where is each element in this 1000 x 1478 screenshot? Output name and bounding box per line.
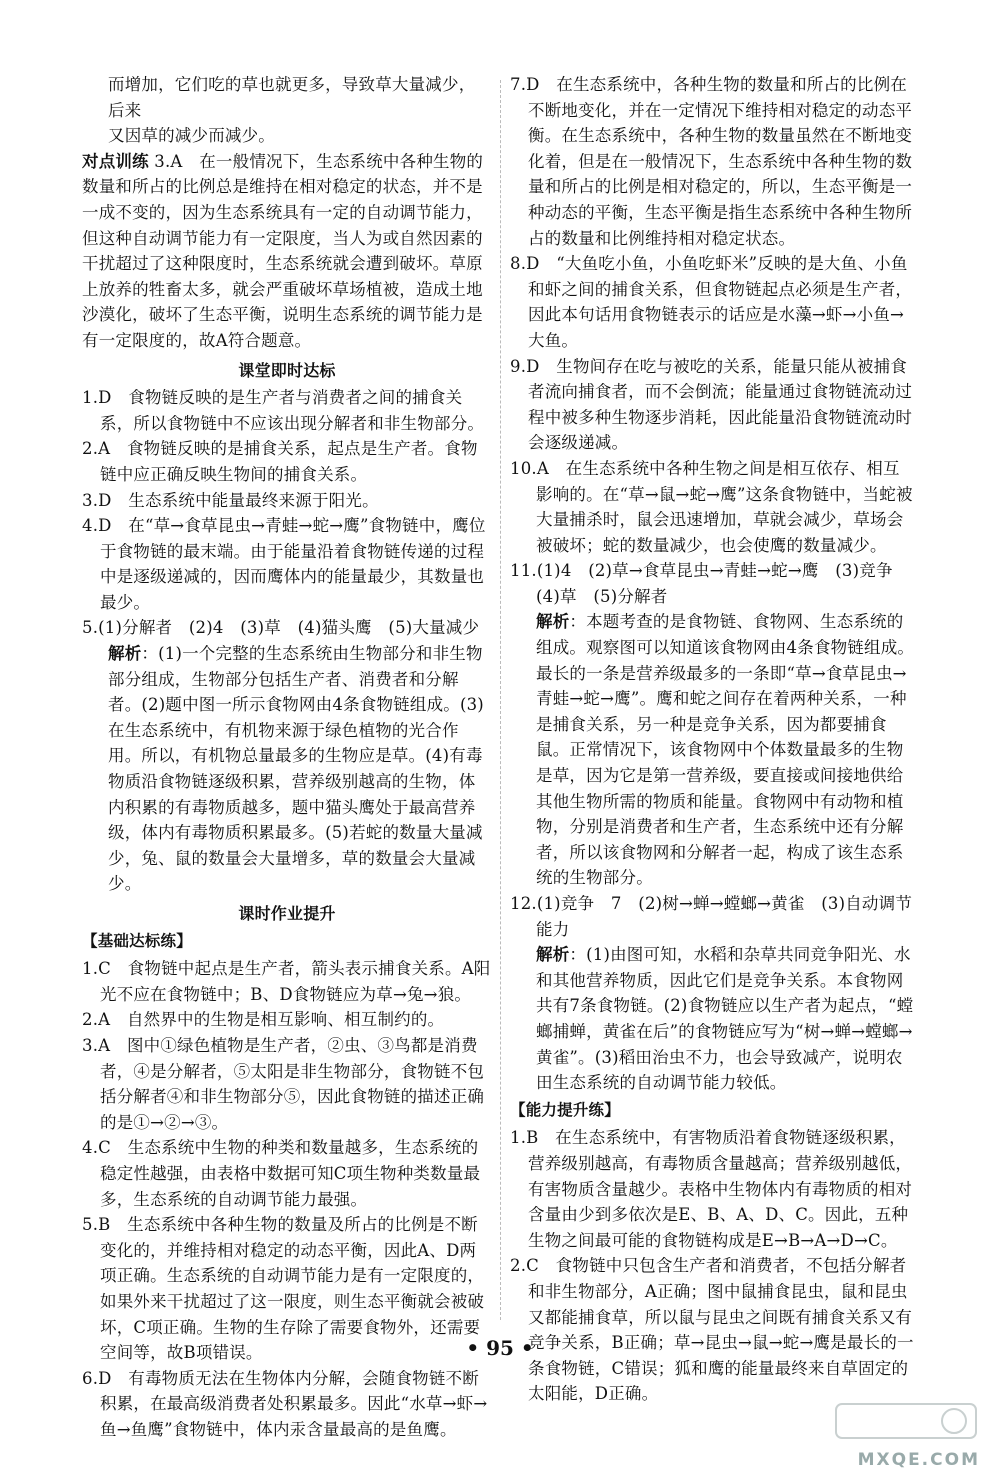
answer-item: 7.D 在生态系统中，各种生物的数量和所占的比例在不断地变化，并在一定情况下维持相对稳定的动态平衡。在生态系统中，各种生物的数量虽然在不断地变化着，但是在一般情况下，生态系统中各种生物的数量和所占的比例是相对稳定的，所以，生态平衡是一种动态的平衡，生态平衡是指生态系统中各种生物所占的数量和比例维持相对稳定状态。: [510, 75, 913, 248]
answer-item: 4.C 生态系统中生物的种类和数量越多，生态系统的稳定性越强，由表格中数据可知C项生物种类数量最多，生态系统的自动调节能力最强。: [82, 1138, 481, 1209]
explanation: [82, 641, 492, 897]
answer-item: 1.C 食物链中起点是生产者，箭头表示捕食关系。A阳光不应在食物链中；B、D食物链应为草→兔→狼。: [82, 959, 491, 1004]
answer-item: 2.A 食物链反映的是捕食关系，起点是生产者。食物链中应正确反映生物间的捕食关系。: [82, 439, 478, 484]
explanation-label: 解析: [536, 612, 570, 632]
answer-item: 1.D 食物链反映的是生产者与消费者之间的捕食关系，所以食物链中不应该出现分解者和非生物部分。: [82, 388, 485, 433]
explanation-text: ：(1)一个完整的生态系统由生物部分和非生物部分组成，生物部分包括生产者、消费者和分解者。(2)题中图一所示食物网由4条食物链组成。(3)在生态系统中，有机物来源于绿色植物的光合作用。所以，有机物总量最多的生物应是草。(4)有毒物质沿食物链逐级积累，营养级别越高的生物，体内积累的有毒物质越多，题中猫头鹰处于最高营养级，体内有毒物质积累最多。(5)若蛇的数量大量减少，兔、鼠的数量会大量增多，草的数量会大量减少。: [108, 644, 484, 894]
answer-item: 1.B 在生态系统中，有害物质沿着食物链逐级积累，营养级别越高，有毒物质含量越高；营养级别越低，有害物质含量越少。表格中生物体内有毒物质的相对含量由少到多依次是E、B、A、D、C。因此，五种生物之间最可能的食物链构成是E→B→A→D→C。: [510, 1128, 913, 1250]
answer-item: 11.(1)4 (2)草→食草昆虫→青蛙→蛇→鹰 (3)竞争 (4)草 (5)分解者: [510, 561, 910, 606]
subsection-tag: 【能力提升练】: [510, 1100, 620, 1119]
subsection-tag: 【基础达标练】: [82, 931, 192, 950]
section-heading: 课时作业提升: [238, 904, 336, 923]
answer-item: 10.A 在生态系统中各种生物之间是相互依存、相互影响的。在“草→鼠→蛇→鹰”这条食物链中，当蛇被大量捕杀时，鼠会迅速增加，草就会减少，草场会被破坏；蛇的数量减少，也会使鹰的数量减少。: [510, 458, 913, 555]
answer-item: 2.A 自然界中的生物是相互影响、相互制约的。: [82, 1010, 445, 1030]
explanation: [510, 942, 916, 1096]
explanation-text: ：(1)由图可知，水稻和杂草共同竞争阳光、水和其他营养物质，因此它们是竞争关系。本食物网共有7条食物链。(2)食物链应以生产者为起点，“螳螂捕蝉，黄雀在后”的食物链应写为“树→蝉→螳螂→黄雀”。(3)稻田治虫不力，也会导致减产，说明农田生态系统的自动调节能力较低。: [536, 945, 914, 1093]
intro-line: 而增加，它们吃的草也就更多，导致草大量减少，后来: [108, 75, 476, 120]
answer-item: 8.D “大鱼吃小鱼，小鱼吃虾米”反映的是大鱼、小鱼和虾之间的捕食关系，但食物链起点必须是生产者，因此本句话用食物链表示的话应是水藻→虾→小鱼→大鱼。: [510, 254, 913, 350]
answer-item: 9.D 生物间存在吃与被吃的关系，能量只能从被捕食者流向捕食者，而不会倒流；能量通过食物链流动过程中被多种生物逐步消耗，因此能量沿食物链流动时会逐级递减。: [510, 356, 913, 453]
answer-item: 12.(1)竞争 7 (2)树→蝉→螳螂→黄雀 (3)自动调节能力: [510, 894, 913, 939]
left-column: [82, 72, 492, 1442]
page-number: • 95 •: [466, 1336, 534, 1360]
answer-item: 6.D 有毒物质无法在生物体内分解，会随食物链不断积累，在最高级消费者处积累最多。因此“水草→虾→鱼→鱼鹰”食物链中，体内汞含量最高的是鱼鹰。: [82, 1368, 488, 1439]
explanation-text: ：本题考查的是食物链、食物网、生态系统的组成。观察图可以知道该食物网由4条食物链组成。最长的一条是营养级最多的一条即“草→食草昆虫→青蛙→蛇→鹰”。鹰和蛇之间存在着两种关系，一种是捕食关系，另一种是竞争关系，因为都要捕食鼠。正常情况下，该食物网中个体数量最多的生物是草，因为它是第一营养级，要直接或间接地供给其他生物所需的物质和能量。食物网中有动物和植物，分别是消费者和生产者，生态系统中还有分解者，所以该食物网和分解者一起，构成了该生态系统的生物部分。: [536, 612, 915, 888]
answer-item: 5.(1)分解者 (2)4 (3)草 (4)猫头鹰 (5)大量减少: [82, 618, 480, 638]
explanation-label: 解析: [108, 644, 142, 664]
answer-item: 2.C 食物链中只包含生产者和消费者，不包括分解者和非生物部分，A正确；图中鼠捕食昆虫，鼠和昆虫又都能捕食草，所以鼠与昆虫之间既有捕食关系又有竞争关系，B正确；草→昆虫→鼠→蛇→鹰是最长的一条食物链，C错误；狐和鹰的能量最终来自草固定的太阳能，D正确。: [510, 1256, 914, 1404]
answer-item: 5.B 生态系统中各种生物的数量及所占的比例是不断变化的，并维持相对稳定的动态平衡，因此A、D两项正确。生态系统的自动调节能力是有一定限度的，如果外来干扰超过了这一限度，则生态平衡就会被破坏，C项正确。生物的生存除了需要食物外，还需要空间等，故B项错误。: [82, 1215, 485, 1363]
watermark-text: MXQE.COM: [857, 1450, 980, 1470]
explanation-label: 解析: [536, 945, 570, 965]
answer-item: 3.D 生态系统中能量最终来源于阳光。: [82, 490, 379, 510]
intro-line: 又因草的减少而减少。: [108, 126, 275, 146]
dui-dian-text: 3.A 在一般情况下，生态系统中各种生物的数量和所占的比例总是维持在相对稳定的状态，并不是一成不变的，因为生态系统具有一定的自动调节能力，但这种自动调节能力有一定限度，当人为或自然因素的干扰超过了这种限度时，生态系统就会遭到破坏。草原上放养的牲畜太多，就会严重破坏草场植被，造成土地沙漠化，破坏了生态平衡，说明生态系统的调节能力是有一定限度的，故A符合题意。: [82, 151, 484, 350]
dui-dian-paragraph: [82, 149, 492, 354]
answer-item: 3.A 图中①绿色植物是生产者，②虫、③鸟都是消费者，④是分解者，⑤太阳是非生物部分，食物链不包括分解者④和非生物部分⑤，因此食物链的描述正确的是①→②→③。: [82, 1035, 485, 1132]
answer-item: 4.D 在“草→食草昆虫→青蛙→蛇→鹰”食物链中，鹰位于食物链的最末端。由于能量沿着食物链传递的过程中是逐级递减的，因而鹰体内的能量最少，其数量也最少。: [82, 516, 486, 612]
explanation: [510, 609, 916, 891]
dui-dian-label: 对点训练: [82, 151, 149, 171]
right-column: [510, 72, 916, 1407]
section-heading: 课堂即时达标: [238, 360, 336, 380]
column-divider: [500, 80, 501, 1320]
